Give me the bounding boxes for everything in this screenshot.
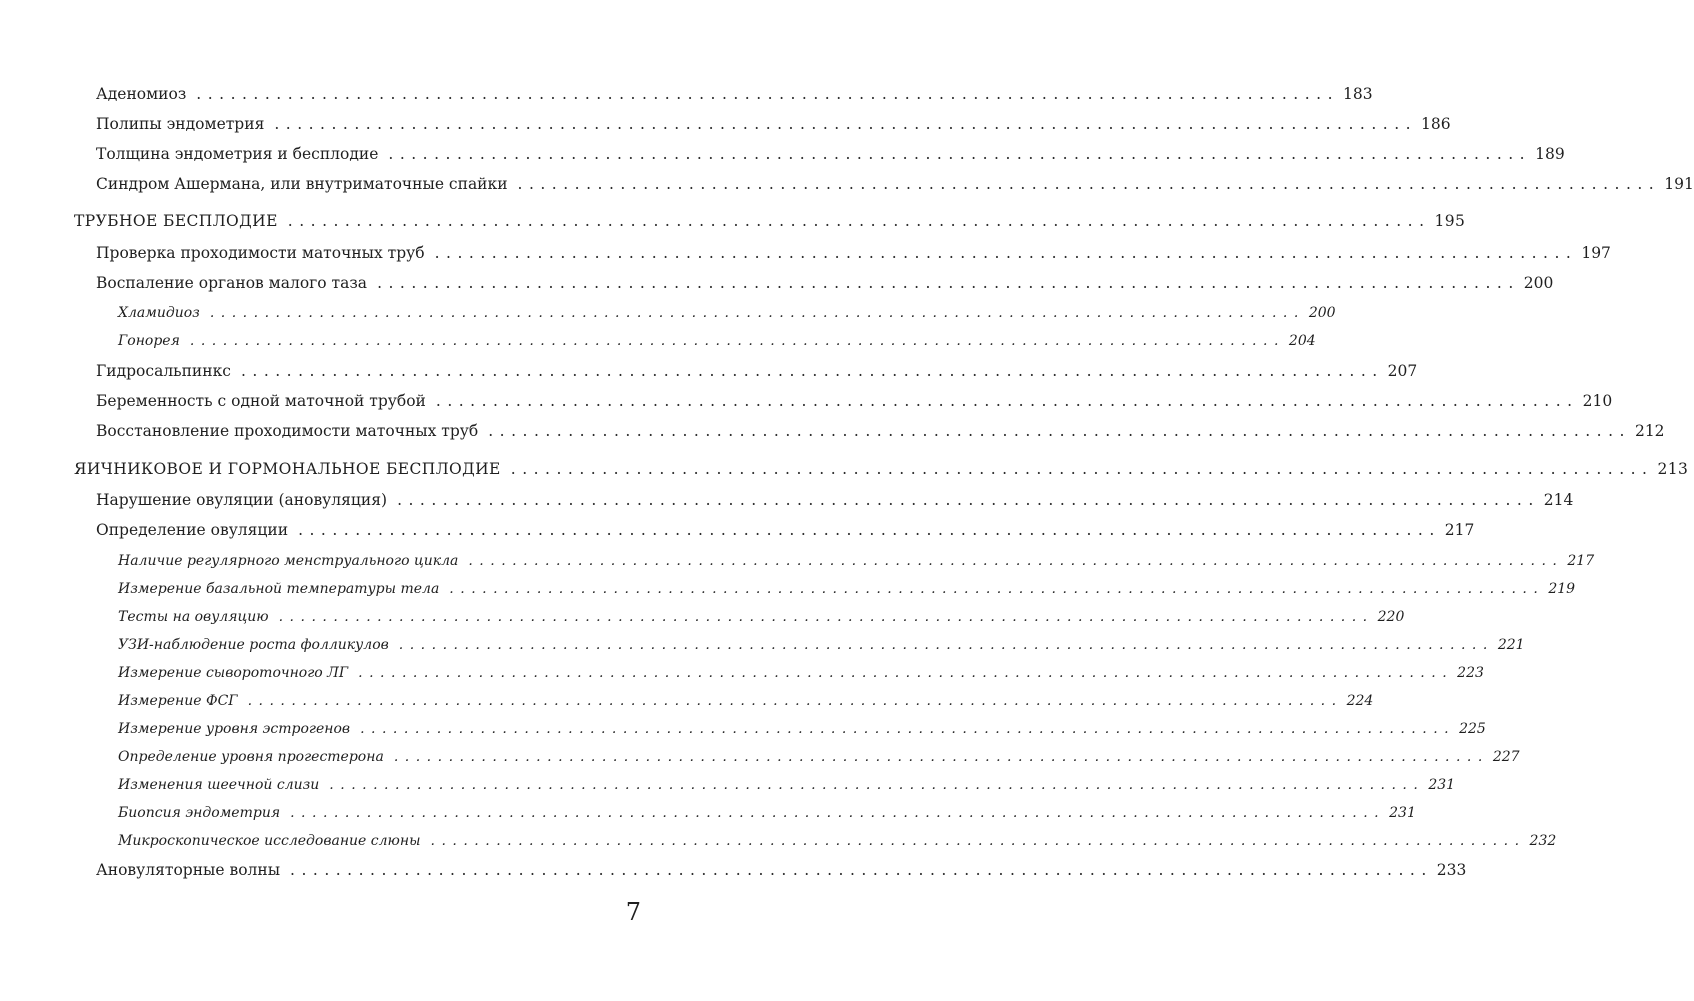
toc-entry-page: 183: [1343, 85, 1373, 103]
toc-entry-title: УЗИ-наблюдение роста фолликулов: [118, 637, 389, 653]
toc-section-title: ЯИЧНИКОВОЕ И ГОРМОНАЛЬНОЕ БЕСПЛОДИЕ: [74, 460, 501, 478]
toc-entry: [0, 175, 1694, 201]
dot-leader: ....................................................................................................: [189, 333, 1285, 349]
toc-entry-page: 213: [1657, 460, 1689, 478]
toc-entry-page: 204: [1288, 333, 1316, 349]
toc-subentry: [0, 333, 1316, 359]
toc-entry-page: 212: [1634, 422, 1665, 440]
dot-leader: ....................................................................................................: [430, 833, 1526, 849]
toc-entry-title: Проверка проходимости маточных труб: [96, 244, 425, 262]
toc-subentry: [0, 805, 1416, 831]
toc-entry-title: Изменения шеечной слизи: [118, 777, 320, 793]
dot-leader: ....................................................................................................: [377, 274, 1520, 292]
toc-entry-title: Измерение базальной температуры тела: [118, 581, 440, 597]
toc-subentry: [0, 693, 1374, 719]
toc-entry-page: 191: [1664, 175, 1694, 193]
toc-entry-page: 207: [1387, 362, 1418, 380]
dot-leader: ....................................................................................................: [398, 637, 1494, 653]
toc-subentry: [0, 553, 1595, 579]
dot-leader: ....................................................................................................: [510, 460, 1654, 478]
toc-entry-page: 224: [1346, 693, 1374, 709]
dot-leader: ....................................................................................................: [274, 115, 1418, 133]
toc-section: [0, 460, 1689, 486]
toc-entry: [0, 491, 1574, 517]
dot-leader: ....................................................................................................: [517, 175, 1661, 193]
toc-entry-title: Гидросальпинкс: [96, 362, 231, 380]
toc-entry-title: Воспаление органов малого таза: [96, 274, 368, 292]
dot-leader: ....................................................................................................: [290, 861, 1433, 879]
toc-entry: [0, 521, 1475, 547]
toc-entry-title: Хламидиоз: [118, 305, 200, 321]
dot-leader: ....................................................................................................: [329, 777, 1425, 793]
toc-entry-title: Беременность с одной маточной трубой: [96, 392, 426, 410]
toc-entry: [0, 362, 1418, 388]
toc-entry: [0, 392, 1613, 418]
toc-entry-title: Биопсия эндометрия: [118, 805, 281, 821]
toc-entry-title: Микроскопическое исследование слюны: [118, 833, 421, 849]
toc-entry: [0, 244, 1611, 270]
toc-entry-title: Измерение сывороточного ЛГ: [118, 665, 349, 681]
toc-entry-title: Гонорея: [118, 333, 180, 349]
dot-leader: ....................................................................................................: [287, 212, 1431, 230]
toc-entry-page: 233: [1436, 861, 1467, 879]
dot-leader: ....................................................................................................: [397, 491, 1540, 509]
toc-entry-title: Полипы эндометрия: [96, 115, 265, 133]
toc-entry-page: 200: [1308, 305, 1336, 321]
toc-entry: [0, 115, 1451, 141]
toc-subentry: [0, 637, 1525, 663]
toc-entry-page: 231: [1389, 805, 1416, 821]
toc-entry-page: 189: [1535, 145, 1565, 163]
toc-entry-page: 227: [1492, 749, 1520, 765]
toc-entry-page: 223: [1457, 665, 1484, 681]
toc-entry-title: Определение овуляции: [96, 521, 289, 539]
dot-leader: ....................................................................................................: [196, 85, 1339, 103]
toc-entry-page: 225: [1459, 721, 1486, 737]
dot-leader: ....................................................................................................: [358, 665, 1454, 681]
toc-subentry: [0, 581, 1576, 607]
toc-entry: [0, 274, 1554, 300]
dot-leader: ....................................................................................................: [393, 749, 1489, 765]
toc-entry-title: Толщина эндометрия и бесплодие: [96, 145, 379, 163]
toc-subentry: [0, 833, 1557, 859]
toc-entry: [0, 85, 1373, 111]
toc-entry: [0, 861, 1467, 887]
dot-leader: ....................................................................................................: [468, 553, 1564, 569]
toc-subentry: [0, 749, 1520, 775]
toc-entry-title: Ановуляторные волны: [96, 861, 281, 879]
dot-leader: ....................................................................................................: [298, 521, 1441, 539]
toc-entry-title: Восстановление проходимости маточных труб: [96, 422, 479, 440]
dot-leader: ....................................................................................................: [278, 609, 1374, 625]
toc-section: [0, 212, 1466, 238]
toc-subentry: [0, 777, 1456, 803]
dot-leader: ....................................................................................................: [360, 721, 1456, 737]
toc-entry-title: Аденомиоз: [96, 85, 187, 103]
dot-leader: ....................................................................................................: [388, 145, 1532, 163]
toc-entry-title: Нарушение овуляции (ановуляция): [96, 491, 388, 509]
dot-leader: ....................................................................................................: [449, 581, 1545, 597]
toc-entry-title: Измерение ФСГ: [118, 693, 238, 709]
toc-entry-title: Измерение уровня эстрогенов: [118, 721, 351, 737]
toc-entry-title: Синдром Ашермана, или внутриматочные спайки: [96, 175, 508, 193]
toc-entry-title: Наличие регулярного менструального цикла: [118, 553, 459, 569]
toc-subentry: [0, 305, 1336, 331]
dot-leader: ....................................................................................................: [434, 244, 1578, 262]
page-number: 7: [625, 898, 641, 926]
toc-subentry: [0, 665, 1484, 691]
toc-entry-page: 195: [1434, 212, 1466, 230]
dot-leader: ....................................................................................................: [240, 362, 1384, 380]
toc-entry-page: 200: [1523, 274, 1554, 292]
toc-entry-page: 220: [1377, 609, 1405, 625]
dot-leader: ....................................................................................................: [290, 805, 1386, 821]
dot-leader: ....................................................................................................: [435, 392, 1579, 410]
toc-entry-page: 232: [1529, 833, 1557, 849]
toc-entry-title: Тесты на овуляцию: [118, 609, 269, 625]
toc-subentry: [0, 609, 1405, 635]
toc-entry-page: 214: [1543, 491, 1574, 509]
toc-entry: [0, 145, 1565, 171]
dot-leader: ....................................................................................................: [209, 305, 1305, 321]
toc-entry-page: 219: [1548, 581, 1576, 597]
toc-entry-page: 210: [1582, 392, 1613, 410]
toc-entry-page: 217: [1444, 521, 1475, 539]
toc-subentry: [0, 721, 1486, 747]
dot-leader: ....................................................................................................: [488, 422, 1631, 440]
dot-leader: ....................................................................................................: [247, 693, 1343, 709]
toc-entry-page: 221: [1497, 637, 1525, 653]
toc-entry: [0, 422, 1665, 448]
toc-entry-title: Определение уровня прогестерона: [118, 749, 384, 765]
toc-section-title: ТРУБНОЕ БЕСПЛОДИЕ: [74, 212, 278, 230]
toc-entry-page: 186: [1421, 115, 1451, 133]
toc-entry-page: 217: [1567, 553, 1595, 569]
toc-entry-page: 197: [1581, 244, 1611, 262]
toc-entry-page: 231: [1428, 777, 1456, 793]
